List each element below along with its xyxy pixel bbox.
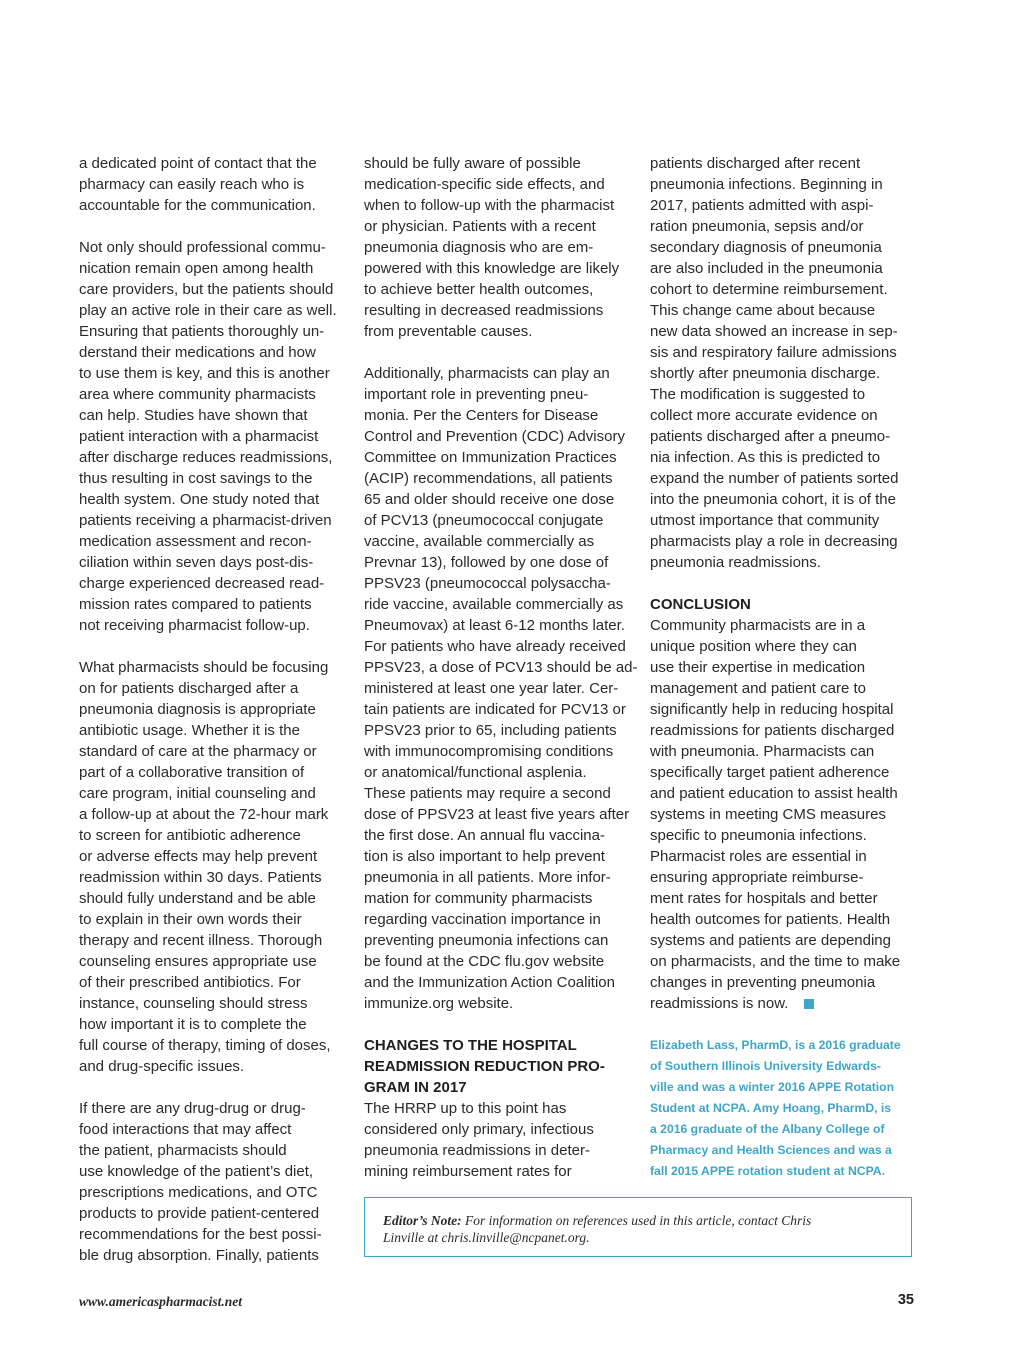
text-line: charge experienced decreased read- (79, 575, 325, 592)
text-line: with immunocompromising conditions (364, 743, 614, 760)
text-line: should be fully aware of possible (364, 155, 581, 172)
text-line: The HRRP up to this point has (364, 1100, 567, 1117)
text-line: derstand their medications and how (79, 344, 316, 361)
text-line: GRAM IN 2017 (364, 1079, 467, 1096)
text-line: readmission within 30 days. Patients (79, 869, 322, 886)
text-line: are also included in the pneumonia (650, 260, 883, 277)
text-line: or physician. Patients with a recent (364, 218, 596, 235)
page-number: 35 (897, 1292, 914, 1308)
text-line: mation for community pharmacists (364, 890, 593, 907)
text-line: Student at NCPA. Amy Hoang, PharmD, is (650, 1101, 892, 1115)
text-line: Community pharmacists are in a (650, 617, 866, 634)
text-line: tain patients are indicated for PCV13 or (364, 701, 626, 718)
text-line: care program, initial counseling and (79, 785, 316, 802)
text-line: important role in preventing pneu- (364, 386, 589, 403)
editor-note-label: Editor’s Note: (383, 1213, 462, 1228)
text-line: to explain in their own words their (79, 911, 302, 928)
text-line: area where community pharmacists (79, 386, 316, 403)
text-line: patient interaction with a pharmacist (79, 428, 319, 445)
text-line: to screen for antibiotic adherence (79, 827, 301, 844)
text-line: immunize.org website. (364, 995, 514, 1012)
text-line: dose of PPSV23 at least five years after (364, 806, 630, 823)
text-line: For patients who have already received (364, 638, 626, 655)
conclusion-body (650, 615, 918, 993)
text-line: considered only primary, infectious (364, 1121, 594, 1138)
text-line: play an active role in their care as well. (79, 302, 337, 319)
conclusion-last-line (650, 993, 918, 1014)
text-line: health outcomes for patients. Health (650, 911, 891, 928)
text-line: a dedicated point of contact that the (79, 155, 317, 172)
text-line: Prevnar 13), followed by one dose of (364, 554, 609, 571)
text-line: Elizabeth Lass, PharmD, is a 2016 graduate (650, 1038, 901, 1052)
text-line (364, 1014, 636, 1035)
text-line: therapy and recent illness. Thorough (79, 932, 323, 949)
text-line: thus resulting in cost savings to the (79, 470, 313, 487)
text-line: tion is also important to help prevent (364, 848, 605, 865)
text-line: new data showed an increase in sep- (650, 323, 898, 340)
text-line: with pneumonia. Pharmacists can (650, 743, 875, 760)
text-line: pharmacy can easily reach who is (79, 176, 305, 193)
text-line: pneumonia diagnosis who are em- (364, 239, 594, 256)
text-line: Control and Prevention (CDC) Advisory (364, 428, 625, 445)
text-line: health system. One study noted that (79, 491, 320, 508)
text-line: ministered at least one year later. Cer- (364, 680, 619, 697)
author-bio (650, 1035, 918, 1182)
text-line: care providers, but the patients should (79, 281, 334, 298)
text-line: sis and respiratory failure admissions (650, 344, 897, 361)
text-line (650, 573, 918, 594)
text-line (364, 342, 636, 363)
text-line: management and patient care to (650, 680, 866, 697)
end-of-article-mark (804, 999, 814, 1009)
text-line: into the pneumonia cohort, it is of the (650, 491, 896, 508)
column-3 (650, 153, 918, 1182)
text-line: use their expertise in medication (650, 659, 866, 676)
text-line: These patients may require a second (364, 785, 611, 802)
text-line: specific to pneumonia infections. (650, 827, 867, 844)
text-line: powered with this knowledge are likely (364, 260, 620, 277)
column-2-body-continued (364, 1098, 636, 1182)
text-line: Committee on Immunization Practices (364, 449, 617, 466)
text-line: PPSV23 prior to 65, including patients (364, 722, 617, 739)
text-line: antibiotic usage. Whether it is the (79, 722, 300, 739)
text-line: full course of therapy, timing of doses, (79, 1037, 331, 1054)
text-line: ment rates for hospitals and better (650, 890, 878, 907)
text-line: the patient, pharmacists should (79, 1142, 287, 1159)
text-line: regarding vaccination importance in (364, 911, 601, 928)
text-line: prescriptions medications, and OTC (79, 1184, 318, 1201)
text-line: the first dose. An annual flu vaccina- (364, 827, 605, 844)
text-line: specifically target patient adherence (650, 764, 890, 781)
column-2-body (364, 153, 636, 1035)
text-line: and patient education to assist health (650, 785, 898, 802)
text-line: of Southern Illinois University Edwards- (650, 1059, 881, 1073)
text-line: This change came about because (650, 302, 876, 319)
text-line: resulting in decreased readmissions (364, 302, 604, 319)
text-line: part of a collaborative transition of (79, 764, 305, 781)
text-line: Pharmacist roles are essential in (650, 848, 867, 865)
text-line: to achieve better health outcomes, (364, 281, 594, 298)
text-line: Ensuring that patients thoroughly un- (79, 323, 325, 340)
text-line: on for patients discharged after a (79, 680, 299, 697)
column-2 (364, 153, 636, 1182)
text-line: ration pneumonia, sepsis and/or (650, 218, 864, 235)
text-line: patients discharged after recent (650, 155, 861, 172)
text-line: can help. Studies have shown that (79, 407, 308, 424)
text-line: of PCV13 (pneumococcal conjugate (364, 512, 604, 529)
editor-note-text-1: For information on references used in this article, contact Chris (465, 1213, 812, 1228)
text-line: be found at the CDC flu.gov website (364, 953, 605, 970)
text-line: food interactions that may affect (79, 1121, 292, 1138)
text-line: changes in preventing pneumonia (650, 974, 876, 991)
text-line: mission rates compared to patients (79, 596, 312, 613)
column-1 (79, 153, 349, 1266)
editor-note-box (364, 1197, 912, 1257)
text-line: products to provide patient-centered (79, 1205, 320, 1222)
text-line: and the Immunization Action Coalition (364, 974, 615, 991)
text-line (79, 216, 349, 237)
text-line: medication-specific side effects, and (364, 176, 605, 193)
text-line: 2017, patients admitted with aspi- (650, 197, 874, 214)
text-line: expand the number of patients sorted (650, 470, 899, 487)
text-line: (ACIP) recommendations, all patients (364, 470, 613, 487)
spacer (650, 1014, 918, 1035)
text-line: recommendations for the best possi- (79, 1226, 322, 1243)
text-line: unique position where they can (650, 638, 857, 655)
text-line: Pneumovax) at least 6-12 months later. (364, 617, 625, 634)
text-line: medication assessment and recon- (79, 533, 312, 550)
editor-note-text-2: Linville at chris.linville@ncpanet.org. (383, 1230, 590, 1245)
text-line: or anatomical/functional asplenia. (364, 764, 587, 781)
text-line: should fully understand and be able (79, 890, 316, 907)
text-line: collect more accurate evidence on (650, 407, 878, 424)
text-line: use knowledge of the patient’s diet, (79, 1163, 314, 1180)
text-line: nication remain open among health (79, 260, 314, 277)
text-line: accountable for the communication. (79, 197, 316, 214)
text-line: instance, counseling should stress (79, 995, 308, 1012)
text-line: pneumonia in all patients. More infor- (364, 869, 611, 886)
text-line: patients receiving a pharmacist-driven (79, 512, 332, 529)
text-line: pneumonia readmissions in deter- (364, 1142, 590, 1159)
text-line: Additionally, pharmacists can play an (364, 365, 610, 382)
text-line: and drug-specific issues. (79, 1058, 245, 1075)
text-line: mining reimbursement rates for (364, 1163, 572, 1180)
text-line: ciliation within seven days post-dis- (79, 554, 314, 571)
section-heading-hrrp-changes (364, 1035, 636, 1098)
text-line: how important it is to complete the (79, 1016, 307, 1033)
text-line: cohort to determine reimbursement. (650, 281, 888, 298)
text-line: 65 and older should receive one dose (364, 491, 615, 508)
text-line: pneumonia diagnosis is appropriate (79, 701, 316, 718)
text-line: vaccine, available commercially as (364, 533, 595, 550)
text-line: counseling ensures appropriate use (79, 953, 317, 970)
text-line: preventing pneumonia infections can (364, 932, 609, 949)
text-line: Not only should professional commu- (79, 239, 326, 256)
text-line: to use them is key, and this is another (79, 365, 330, 382)
text-line: fall 2015 APPE rotation student at NCPA. (650, 1164, 885, 1178)
text-line: after discharge reduces readmissions, (79, 449, 333, 466)
text-line: patients discharged after a pneumo- (650, 428, 891, 445)
text-line: readmissions for patients discharged (650, 722, 895, 739)
text-line: PPSV23, a dose of PCV13 should be ad- (364, 659, 638, 676)
text-line: pharmacists play a role in decreasing (650, 533, 898, 550)
text-line: The modification is suggested to (650, 386, 866, 403)
text-line: systems in meeting CMS measures (650, 806, 886, 823)
text-line: not receiving pharmacist follow-up. (79, 617, 310, 634)
text-line (79, 1077, 349, 1098)
text-line: standard of care at the pharmacy or (79, 743, 317, 760)
text-line: systems and patients are depending (650, 932, 891, 949)
text-line: Pharmacy and Health Sciences and was a (650, 1143, 892, 1157)
text-line: shortly after pneumonia discharge. (650, 365, 881, 382)
text-line (79, 636, 349, 657)
text-line: ville and was a winter 2016 APPE Rotation (650, 1080, 895, 1094)
text-line: utmost importance that community (650, 512, 880, 529)
text-line: or adverse effects may help prevent (79, 848, 318, 865)
text-line: pneumonia readmissions. (650, 554, 821, 571)
column-3-body (650, 153, 918, 594)
text-line: PPSV23 (pneumococcal polysaccha- (364, 575, 611, 592)
text-line: of their prescribed antibiotics. For (79, 974, 301, 991)
text-line: READMISSION REDUCTION PRO- (364, 1058, 605, 1075)
text-line: monia. Per the Centers for Disease (364, 407, 599, 424)
text-line: on pharmacists, and the time to make (650, 953, 901, 970)
text-line: CHANGES TO THE HOSPITAL (364, 1037, 577, 1054)
text-line: ensuring appropriate reimburse- (650, 869, 864, 886)
text-line: significantly help in reducing hospital (650, 701, 894, 718)
conclusion-last-text: readmissions is now. (650, 995, 789, 1012)
section-heading-conclusion: CONCLUSION (650, 596, 751, 613)
text-line: when to follow-up with the pharmacist (364, 197, 615, 214)
text-line: a follow-up at about the 72-hour mark (79, 806, 329, 823)
text-line: from preventable causes. (364, 323, 533, 340)
text-line: If there are any drug-drug or drug- (79, 1100, 306, 1117)
text-line: secondary diagnosis of pneumonia (650, 239, 882, 256)
footer-url: www.americaspharmacist.net (79, 1294, 243, 1309)
text-line: a 2016 graduate of the Albany College of (650, 1122, 885, 1136)
text-line: What pharmacists should be focusing (79, 659, 329, 676)
text-line: pneumonia infections. Beginning in (650, 176, 883, 193)
text-line: ride vaccine, available commercially as (364, 596, 624, 613)
text-line: ble drug absorption. Finally, patients (79, 1247, 319, 1264)
text-line: nia infection. As this is predicted to (650, 449, 881, 466)
